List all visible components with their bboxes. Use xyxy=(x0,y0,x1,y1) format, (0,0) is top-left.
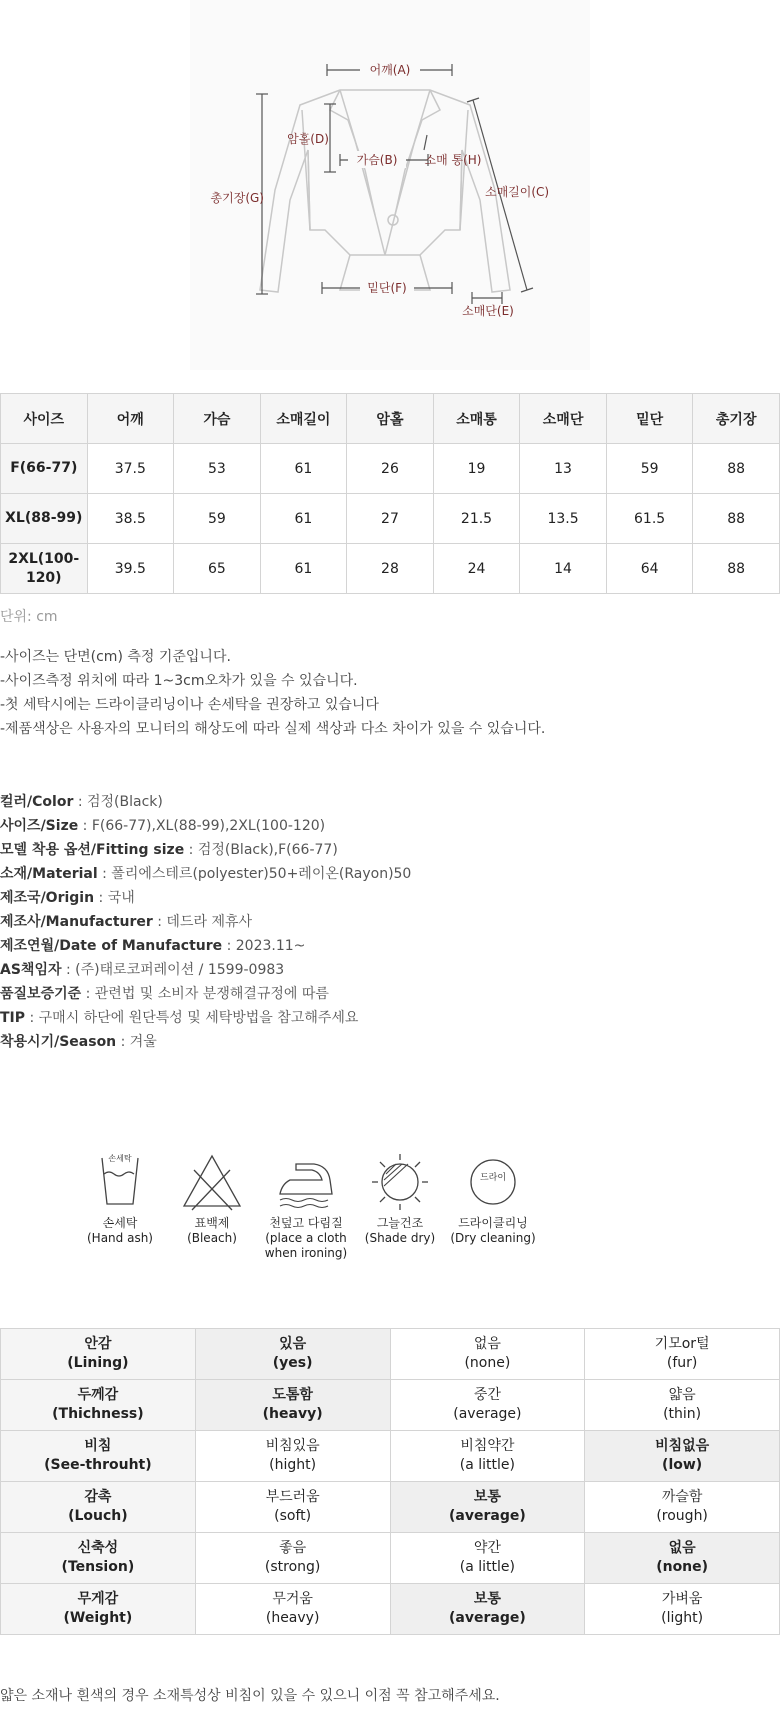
spec-row xyxy=(0,1006,411,1030)
spec-value: : 2023.11~ xyxy=(222,938,306,954)
care-label xyxy=(350,1216,450,1246)
product-spec xyxy=(0,790,411,1054)
table-cell: 24 xyxy=(433,544,520,594)
feature-option-selected: 있음 (yes) xyxy=(195,1329,390,1380)
care-label-ko: 천덮고 다림질 xyxy=(269,1216,343,1230)
table-row xyxy=(1,494,780,544)
feature-head: 안감 (Lining) xyxy=(1,1329,196,1380)
feature-option: 없음 (none) xyxy=(390,1329,585,1380)
spec-label: 모델 착용 옵션/Fitting size xyxy=(0,842,185,858)
feature-row xyxy=(1,1584,780,1635)
care-label xyxy=(162,1216,262,1246)
care-instructions xyxy=(70,1150,536,1280)
note-line: -사이즈는 단면(cm) 측정 기준입니다. xyxy=(0,649,231,665)
jacket-diagram xyxy=(190,0,590,370)
table-cell: 59 xyxy=(174,494,261,544)
feature-row xyxy=(1,1533,780,1584)
feature-option: 얇음 (thin) xyxy=(585,1380,780,1431)
spec-label: 제조국/Origin xyxy=(0,890,95,906)
size-label: 2XL(100-120) xyxy=(1,544,88,594)
size-notes xyxy=(0,645,545,741)
table-cell: 26 xyxy=(347,444,434,494)
spec-label: 제조연월/Date of Manufacture xyxy=(0,938,223,954)
spec-row xyxy=(0,886,411,910)
header-cell: 사이즈 xyxy=(1,394,88,444)
header-cell: 어깨 xyxy=(87,394,174,444)
care-label-ko: 그늘건조 xyxy=(376,1216,424,1230)
table-cell: 39.5 xyxy=(87,544,174,594)
table-cell: 38.5 xyxy=(87,494,174,544)
spec-label: 제조사/Manufacturer xyxy=(0,914,153,930)
header-cell: 소매통 xyxy=(433,394,520,444)
feature-head: 무게감 (Weight) xyxy=(1,1584,196,1635)
label-chest: 가슴(B) xyxy=(356,153,398,167)
feature-row xyxy=(1,1329,780,1380)
hand-wash-icon xyxy=(90,1150,150,1212)
care-label-en: (Dry cleaning) xyxy=(450,1231,536,1245)
table-cell: 88 xyxy=(693,444,780,494)
header-cell: 소매단 xyxy=(520,394,607,444)
feature-row xyxy=(1,1431,780,1482)
care-item-dry-clean xyxy=(443,1150,543,1246)
feature-option-selected: 도톰함 (heavy) xyxy=(195,1380,390,1431)
spec-row xyxy=(0,862,411,886)
label-cuff: 소매단(E) xyxy=(462,304,514,318)
header-cell: 암홀 xyxy=(347,394,434,444)
spec-row xyxy=(0,814,411,838)
spec-row xyxy=(0,838,411,862)
feature-option-selected: 비침없음 (low) xyxy=(585,1431,780,1482)
table-cell: 64 xyxy=(606,544,693,594)
feature-option: 기모or털 (fur) xyxy=(585,1329,780,1380)
care-label-en-2: when ironing) xyxy=(264,1246,348,1260)
care-label-ko: 손세탁 xyxy=(102,1216,138,1230)
care-label xyxy=(443,1216,543,1246)
care-item-hand-wash xyxy=(70,1150,170,1246)
label-sleeve-width: 소매 통(H) xyxy=(424,153,482,167)
size-table-header xyxy=(1,394,780,444)
care-label-en: (Bleach) xyxy=(187,1231,237,1245)
spec-row xyxy=(0,958,411,982)
size-table xyxy=(0,393,780,594)
hand-wash-icon-text: 손세탁 xyxy=(108,1154,132,1163)
size-label: XL(88-99) xyxy=(1,494,88,544)
spec-value: : F(66-77),XL(88-99),2XL(100-120) xyxy=(78,818,326,834)
spec-value: : 구매시 하단에 원단특성 및 세탁방법을 참고해주세요 xyxy=(25,1010,359,1026)
label-armhole: 암홀(D) xyxy=(287,132,329,146)
care-label xyxy=(70,1216,170,1246)
feature-option: 약간 (a little) xyxy=(390,1533,585,1584)
feature-option: 비침약간 (a little) xyxy=(390,1431,585,1482)
spec-row xyxy=(0,910,411,934)
label-sleeve-length: 소매길이(C) xyxy=(485,185,550,199)
feature-option: 까슬함 (rough) xyxy=(585,1482,780,1533)
care-item-iron xyxy=(256,1150,356,1261)
spec-value: : 폴리에스테르(polyester)50+레이온(Rayon)50 xyxy=(97,866,412,882)
header-cell: 밑단 xyxy=(606,394,693,444)
table-cell: 28 xyxy=(347,544,434,594)
measurement-diagram xyxy=(190,0,590,370)
spec-value: : 겨울 xyxy=(116,1034,157,1050)
spec-value: : 데드라 제휴사 xyxy=(152,914,253,930)
table-cell: 65 xyxy=(174,544,261,594)
header-cell: 총기장 xyxy=(693,394,780,444)
spec-label: 사이즈/Size xyxy=(0,818,79,834)
table-cell: 21.5 xyxy=(433,494,520,544)
iron-cloth-icon xyxy=(274,1150,338,1212)
unit-note: 단위: cm xyxy=(0,609,58,625)
care-label-en: (Shade dry) xyxy=(364,1231,436,1245)
size-label: F(66-77) xyxy=(1,444,88,494)
table-cell: 27 xyxy=(347,494,434,544)
table-cell: 88 xyxy=(693,544,780,594)
care-item-bleach xyxy=(162,1150,262,1246)
spec-label: 소재/Material xyxy=(0,866,98,882)
table-cell: 59 xyxy=(606,444,693,494)
table-cell: 61.5 xyxy=(606,494,693,544)
feature-option: 부드러움 (soft) xyxy=(195,1482,390,1533)
feature-row xyxy=(1,1380,780,1431)
feature-option-selected: 없음 (none) xyxy=(585,1533,780,1584)
dry-clean-icon xyxy=(463,1150,523,1212)
spec-row xyxy=(0,934,411,958)
spec-label: AS책임자 xyxy=(0,962,62,978)
feature-head: 두께감 (Thichness) xyxy=(1,1380,196,1431)
note-line: -제품색상은 사용자의 모니터의 해상도에 따라 실제 색상과 다소 차이가 있을 수 있습니다. xyxy=(0,721,546,737)
feature-option: 무거움 (heavy) xyxy=(195,1584,390,1635)
spec-label: 컬러/Color xyxy=(0,794,74,810)
feature-option-selected: 보통 (average) xyxy=(390,1482,585,1533)
table-cell: 61 xyxy=(260,494,347,544)
feature-option: 비침있음 (hight) xyxy=(195,1431,390,1482)
footnote: 얇은 소재나 흰색의 경우 소재특성상 비침이 있을 수 있으니 이점 꼭 참고해주세요. xyxy=(0,1688,500,1704)
label-total-length: 총기장(G) xyxy=(210,191,264,205)
table-row xyxy=(1,444,780,494)
feature-option-selected: 보통 (average) xyxy=(390,1584,585,1635)
care-label-en: (place a cloth xyxy=(265,1231,347,1245)
spec-value: : 관련법 및 소비자 분쟁해결규정에 따름 xyxy=(81,986,329,1002)
note-line: -사이즈측정 위치에 따라 1~3cm오차가 있을 수 있습니다. xyxy=(0,673,358,689)
table-row xyxy=(1,544,780,594)
table-cell: 61 xyxy=(260,444,347,494)
label-hem: 밑단(F) xyxy=(367,281,407,295)
feature-option: 중간 (average) xyxy=(390,1380,585,1431)
feature-head: 비침 (See-throuht) xyxy=(1,1431,196,1482)
spec-value: : 검정(Black) xyxy=(73,794,163,810)
label-shoulder: 어깨(A) xyxy=(369,63,411,77)
feature-head: 감촉 (Louch) xyxy=(1,1482,196,1533)
table-cell: 88 xyxy=(693,494,780,544)
table-cell: 37.5 xyxy=(87,444,174,494)
spec-value: : 검정(Black),F(66-77) xyxy=(184,842,338,858)
care-label xyxy=(256,1216,356,1261)
shade-dry-icon xyxy=(368,1150,432,1212)
header-cell: 소매길이 xyxy=(260,394,347,444)
table-cell: 53 xyxy=(174,444,261,494)
feature-row xyxy=(1,1482,780,1533)
spec-row xyxy=(0,1030,411,1054)
dry-clean-icon-text: 드라이 xyxy=(479,1173,507,1183)
care-label-ko: 표백제 xyxy=(194,1216,230,1230)
feature-option: 가벼움 (light) xyxy=(585,1584,780,1635)
feature-option: 좋음 (strong) xyxy=(195,1533,390,1584)
spec-row xyxy=(0,790,411,814)
fabric-feature-table xyxy=(0,1328,780,1635)
care-label-en: (Hand ash) xyxy=(87,1231,153,1245)
care-item-shade-dry xyxy=(350,1150,450,1246)
table-cell: 19 xyxy=(433,444,520,494)
care-label-ko: 드라이클리닝 xyxy=(458,1216,528,1230)
spec-label: 착용시기/Season xyxy=(0,1034,117,1050)
feature-head: 신축성 (Tension) xyxy=(1,1533,196,1584)
note-line: -첫 세탁시에는 드라이클리닝이나 손세탁을 권장하고 있습니다 xyxy=(0,697,379,713)
spec-value: : (주)태로코퍼레이션 / 1599-0983 xyxy=(61,962,285,978)
header-cell: 가슴 xyxy=(174,394,261,444)
table-cell: 13 xyxy=(520,444,607,494)
table-cell: 14 xyxy=(520,544,607,594)
spec-label: 품질보증기준 xyxy=(0,986,82,1002)
spec-value: : 국내 xyxy=(94,890,135,906)
spec-row xyxy=(0,982,411,1006)
no-bleach-icon xyxy=(180,1150,244,1212)
spec-label: TIP xyxy=(0,1010,26,1026)
table-cell: 61 xyxy=(260,544,347,594)
table-cell: 13.5 xyxy=(520,494,607,544)
